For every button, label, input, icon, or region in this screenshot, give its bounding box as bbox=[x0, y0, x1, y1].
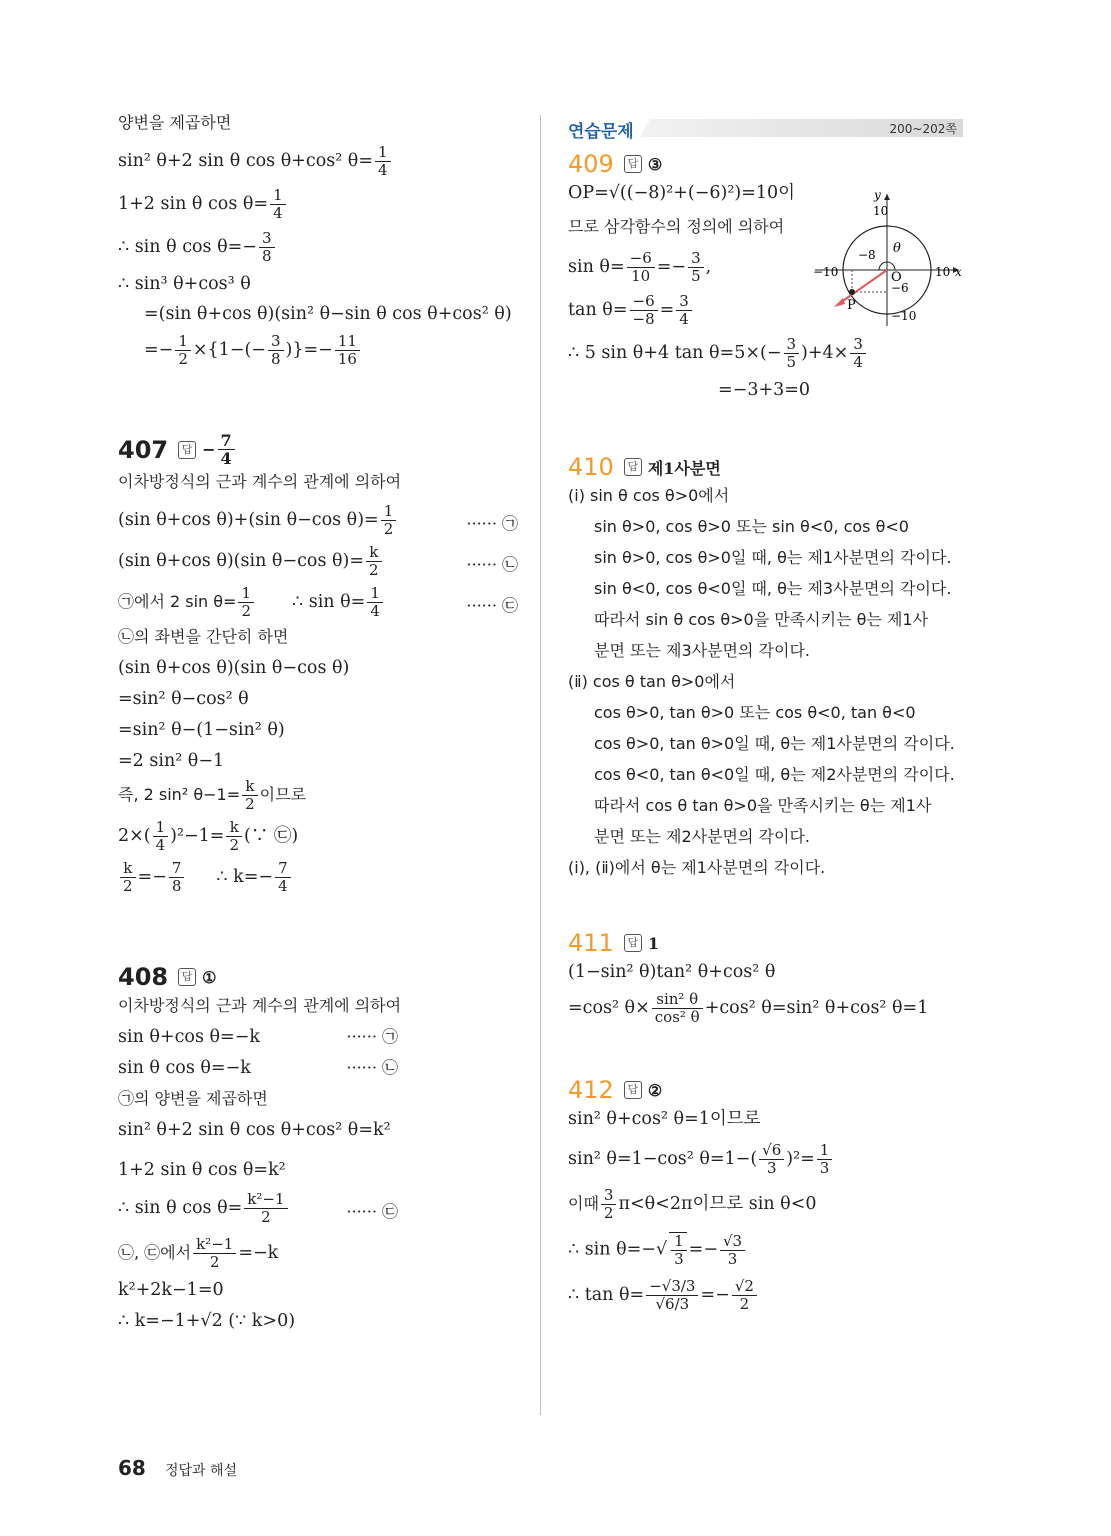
eq-text: ㉠에서 2 sin θ= bbox=[118, 592, 237, 611]
eq-line bbox=[118, 230, 518, 265]
numerator: 1 bbox=[817, 1142, 833, 1160]
page-number: 68 bbox=[118, 1456, 146, 1480]
numerator: −6 bbox=[627, 250, 655, 268]
text-line: sin θ>0, cos θ>0일 때, θ는 제1사분면의 각이다. bbox=[594, 548, 952, 567]
eq-text: (sin θ+cos θ)(sin θ−cos θ)= bbox=[118, 551, 365, 571]
fraction bbox=[270, 187, 286, 222]
fraction bbox=[630, 293, 658, 328]
denominator: 4 bbox=[853, 353, 863, 371]
denominator: 2 bbox=[178, 350, 188, 368]
section-title: 연습문제 bbox=[568, 122, 634, 142]
fraction bbox=[601, 1187, 617, 1222]
answer-label: 답 bbox=[178, 441, 196, 459]
denominator: 2 bbox=[245, 795, 255, 813]
p-label: P bbox=[847, 298, 856, 313]
numerator: 1 bbox=[381, 503, 397, 521]
compound-fraction bbox=[646, 1278, 698, 1313]
numerator: −6 bbox=[630, 293, 658, 311]
intro-text: 양변을 제곱하면 bbox=[118, 113, 232, 132]
numerator: 1 bbox=[270, 187, 286, 205]
answer-value: ② bbox=[647, 1080, 663, 1100]
eq-line: sin² θ+cos² θ=1이므로 bbox=[568, 1109, 761, 1129]
denominator: 2 bbox=[739, 1295, 750, 1313]
y-label: y bbox=[874, 188, 881, 202]
eq-line: (1−sin² θ)tan² θ+cos² θ bbox=[568, 962, 776, 982]
denominator: cos² θ bbox=[654, 1008, 700, 1026]
eq-text: ∴ sin θ= bbox=[292, 592, 366, 612]
answer-label: 답 bbox=[178, 968, 196, 986]
eq-line: =sin² θ−(1−sin² θ) bbox=[118, 720, 285, 740]
problem-number: 408 bbox=[118, 963, 169, 991]
eq-text: (∵ ㉢) bbox=[244, 826, 299, 846]
y-axis-arrow bbox=[884, 194, 890, 200]
denominator: 8 bbox=[270, 350, 281, 368]
numerator: 3 bbox=[784, 336, 800, 354]
numerator: k²−1 bbox=[244, 1191, 287, 1209]
denominator: 2 bbox=[229, 836, 240, 854]
text-line: 따라서 sin θ cos θ>0을 만족시키는 θ는 제1사 bbox=[594, 610, 929, 629]
eq-text: (sin θ+cos θ)+(sin θ−cos θ)= bbox=[118, 510, 379, 530]
fraction bbox=[381, 503, 397, 538]
eq-line: ∴ sin³ θ+cos³ θ bbox=[118, 274, 251, 294]
denominator: 5 bbox=[786, 353, 797, 371]
eq-line bbox=[118, 544, 518, 579]
eq-text: ∴ sin θ cos θ=− bbox=[118, 237, 257, 257]
text-line: cos θ>0, tan θ>0 또는 cos θ<0, tan θ<0 bbox=[594, 703, 916, 722]
eq-tag: ······ ㉢ bbox=[466, 596, 518, 615]
denominator: 4 bbox=[273, 204, 283, 222]
eq-text: =− bbox=[688, 1239, 718, 1260]
numerator: 1 bbox=[375, 144, 391, 162]
fraction bbox=[652, 991, 703, 1026]
answer-label: 답 bbox=[624, 155, 642, 173]
eq-text: ∴ tan θ= bbox=[568, 1285, 645, 1305]
eq-line bbox=[568, 1142, 968, 1177]
text-line: 분면 또는 제2사분면의 각이다. bbox=[594, 827, 810, 846]
numerator: k²−1 bbox=[193, 1236, 236, 1254]
eq-text: = bbox=[659, 300, 675, 320]
problem-number: 407 bbox=[118, 435, 169, 464]
numerator: √2 bbox=[732, 1278, 757, 1296]
denominator: 3 bbox=[766, 1159, 777, 1177]
fraction bbox=[732, 1278, 757, 1313]
eq-text: 2×( bbox=[118, 826, 151, 846]
problem-410-header bbox=[568, 453, 968, 481]
fraction bbox=[627, 250, 655, 285]
fraction bbox=[669, 1232, 687, 1268]
denominator: 3 bbox=[674, 1250, 684, 1268]
fraction bbox=[193, 1236, 236, 1271]
radius-vector bbox=[837, 270, 887, 305]
eq-tag: ······ ㉡ bbox=[346, 1058, 398, 1077]
answer-value: 1 bbox=[647, 933, 659, 953]
fraction bbox=[259, 230, 275, 265]
eq-line bbox=[568, 991, 968, 1026]
fraction bbox=[268, 333, 284, 368]
section-pages: 200~202쪽 bbox=[889, 122, 957, 136]
denominator: 3 bbox=[819, 1159, 830, 1177]
numerator: k bbox=[366, 544, 382, 562]
eq-line: =sin² θ−cos² θ bbox=[118, 689, 249, 709]
footer-label: 정답과 해설 bbox=[165, 1463, 238, 1479]
eq-text: ∴ k=− bbox=[216, 867, 274, 887]
answer-fraction bbox=[218, 432, 235, 467]
fraction bbox=[275, 860, 291, 895]
denominator: 2 bbox=[123, 877, 133, 895]
denominator: 4 bbox=[278, 877, 288, 895]
numerator: 7 bbox=[275, 860, 291, 878]
eq-text: sin θ+cos θ=−k bbox=[118, 1027, 260, 1047]
answer-label: 답 bbox=[624, 934, 642, 952]
eq-line bbox=[118, 1057, 518, 1079]
eq-text: π<θ<2π이므로 sin θ<0 bbox=[618, 1194, 817, 1214]
eq-line bbox=[118, 1026, 518, 1048]
eq-line: k²+2k−1=0 bbox=[118, 1280, 224, 1300]
problem-409-header bbox=[568, 150, 968, 178]
origin-label: O bbox=[891, 270, 902, 285]
numerator: 7 bbox=[218, 432, 235, 450]
eq-text: )²= bbox=[786, 1149, 815, 1169]
fraction bbox=[375, 144, 391, 179]
fraction bbox=[153, 819, 169, 854]
answer-value: ③ bbox=[647, 154, 663, 174]
eq-line bbox=[568, 1187, 968, 1222]
eq-line: OP=√((−8)²+(−6)²)=10이 bbox=[568, 183, 796, 203]
numerator: 3 bbox=[688, 250, 704, 268]
answer-value: ① bbox=[202, 967, 217, 987]
fraction bbox=[226, 819, 242, 854]
numerator: k bbox=[120, 860, 136, 878]
eq-tag: ······ ㉢ bbox=[346, 1202, 398, 1221]
eq-text: ∴ 5 sin θ+4 tan θ=5×(− bbox=[568, 343, 782, 363]
eq-text: ∴ sin θ cos θ= bbox=[118, 1198, 243, 1218]
fraction bbox=[366, 544, 382, 579]
text-line: sin θ>0, cos θ>0 또는 sin θ<0, cos θ<0 bbox=[594, 517, 909, 536]
eq-line bbox=[118, 1236, 518, 1271]
denominator: 2 bbox=[209, 1253, 220, 1271]
theta-label: θ bbox=[893, 241, 901, 256]
neg8-label: −8 bbox=[858, 248, 876, 262]
denominator: 10 bbox=[631, 267, 651, 285]
x-left-label: −10 bbox=[813, 265, 839, 279]
eq-line: (sin θ+cos θ)(sin θ−cos θ) bbox=[118, 658, 350, 678]
eq-text: 이므로 bbox=[259, 785, 307, 804]
fraction bbox=[784, 336, 800, 371]
eq-text: ㉡, ㉢에서 bbox=[118, 1243, 192, 1262]
text-line: (ⅰ) sin θ cos θ>0에서 bbox=[568, 486, 730, 505]
numerator: 1 bbox=[175, 333, 191, 351]
fraction bbox=[169, 860, 185, 895]
fraction bbox=[120, 860, 136, 895]
text-line: ㉠의 양변을 제곱하면 bbox=[118, 1089, 268, 1108]
point-p bbox=[849, 289, 855, 295]
problem-number: 410 bbox=[568, 453, 614, 481]
denominator: 4 bbox=[220, 449, 232, 468]
eq-text: sin θ cos θ=−k bbox=[118, 1058, 251, 1078]
text-line: cos θ<0, tan θ<0일 때, θ는 제2사분면의 각이다. bbox=[594, 765, 955, 784]
denominator: 8 bbox=[261, 247, 272, 265]
denominator: 4 bbox=[378, 161, 388, 179]
denominator: 2 bbox=[603, 1204, 614, 1222]
y-bottom-label: −10 bbox=[891, 309, 917, 323]
text-line: sin θ<0, cos θ<0일 때, θ는 제3사분면의 각이다. bbox=[594, 579, 952, 598]
eq-line: =−3+3=0 bbox=[718, 380, 811, 400]
text-line: 이차방정식의 근과 계수의 관계에 의하여 bbox=[118, 472, 402, 491]
eq-text: sin² θ+2 sin θ cos θ+cos² θ= bbox=[118, 151, 374, 171]
denominator: 2 bbox=[369, 561, 379, 579]
numerator: 1 bbox=[671, 1233, 687, 1251]
eq-text: )²−1= bbox=[170, 826, 225, 846]
eq-line: sin² θ+2 sin θ cos θ+cos² θ=k² bbox=[118, 1120, 391, 1140]
neg6-label: −6 bbox=[891, 281, 909, 295]
eq-line bbox=[118, 860, 518, 895]
eq-text: +cos² θ=sin² θ+cos² θ=1 bbox=[704, 998, 929, 1018]
denominator: 2 bbox=[383, 520, 394, 538]
text-line: (ⅰ), (ⅱ)에서 θ는 제1사분면의 각이다. bbox=[568, 858, 826, 877]
column-divider bbox=[540, 115, 541, 1415]
numerator: −√3/3 bbox=[646, 1278, 698, 1296]
denominator: 16 bbox=[337, 350, 357, 368]
numerator: 7 bbox=[169, 860, 185, 878]
text-line: ㉡의 좌변을 간단히 하면 bbox=[118, 627, 289, 646]
eq-text: =cos² θ× bbox=[568, 998, 650, 1018]
problem-number: 409 bbox=[568, 150, 614, 178]
eq-text: sin² θ=1−cos² θ=1−( bbox=[568, 1149, 758, 1169]
fraction bbox=[238, 585, 254, 620]
problem-411-header bbox=[568, 929, 968, 957]
answer-label: 답 bbox=[624, 1081, 642, 1099]
denominator: 5 bbox=[691, 267, 701, 285]
fraction bbox=[676, 293, 692, 328]
denominator: √6/3 bbox=[655, 1295, 690, 1313]
denominator: 4 bbox=[679, 310, 689, 328]
eq-line bbox=[118, 187, 518, 222]
problem-408-header bbox=[118, 963, 518, 991]
vector-arrow bbox=[834, 298, 845, 307]
eq-line: 1+2 sin θ cos θ=k² bbox=[118, 1160, 286, 1180]
fraction bbox=[175, 333, 191, 368]
y-top-label: 10 bbox=[873, 204, 889, 218]
numerator: 3 bbox=[601, 1187, 617, 1205]
text-line: 따라서 cos θ tan θ>0을 만족시키는 θ는 제1사 bbox=[594, 796, 932, 815]
eq-text: =− bbox=[700, 1285, 730, 1305]
eq-line bbox=[568, 1232, 968, 1268]
answer-label: 답 bbox=[624, 458, 642, 476]
problem-407-header bbox=[118, 432, 518, 467]
fraction bbox=[242, 778, 258, 813]
numerator: √6 bbox=[759, 1142, 784, 1160]
fraction bbox=[720, 1233, 745, 1268]
numerator: k bbox=[226, 819, 242, 837]
numerator: k bbox=[242, 778, 258, 796]
eq-line bbox=[118, 778, 518, 813]
denominator: 4 bbox=[370, 602, 380, 620]
denominator: 8 bbox=[171, 877, 182, 895]
text-line: (ⅱ) cos θ tan θ>0에서 bbox=[568, 672, 736, 691]
eq-text: 1+2 sin θ cos θ= bbox=[118, 194, 269, 214]
numerator: 1 bbox=[367, 585, 383, 603]
fraction bbox=[850, 336, 866, 371]
eq-line bbox=[568, 336, 968, 371]
problem-412-header bbox=[568, 1076, 968, 1104]
eq-tag: ······ ㉡ bbox=[466, 555, 518, 574]
answer-prefix: − bbox=[202, 440, 216, 459]
eq-text: , bbox=[705, 257, 712, 277]
unit-circle-diagram bbox=[807, 188, 967, 328]
problem-number: 412 bbox=[568, 1076, 614, 1104]
eq-text: =− bbox=[656, 257, 687, 277]
denominator: 4 bbox=[155, 836, 166, 854]
numerator: 3 bbox=[850, 336, 866, 354]
numerator: 3 bbox=[259, 230, 275, 248]
text-line: 므로 삼각함수의 정의에 의하여 bbox=[568, 217, 785, 236]
numerator: 1 bbox=[238, 585, 254, 603]
text-line: cos θ>0, tan θ>0일 때, θ는 제1사분면의 각이다. bbox=[594, 734, 955, 753]
denominator: 2 bbox=[241, 602, 252, 620]
left-column bbox=[118, 112, 518, 1332]
eq-line bbox=[118, 819, 518, 854]
eq-tag: ······ ㉠ bbox=[346, 1027, 398, 1046]
eq-text: =−k bbox=[238, 1243, 279, 1263]
eq-tag: ······ ㉠ bbox=[466, 514, 518, 533]
eq-text: =− bbox=[144, 340, 174, 360]
text-line: 분면 또는 제3사분면의 각이다. bbox=[594, 641, 810, 660]
eq-line bbox=[118, 503, 518, 538]
eq-text: ×{1−(− bbox=[192, 340, 266, 360]
eq-line: =(sin θ+cos θ)(sin² θ−sin θ cos θ+cos² θ) bbox=[144, 304, 512, 324]
fraction bbox=[335, 333, 360, 368]
eq-text: sin θ= bbox=[568, 257, 625, 277]
eq-text: 즉, 2 sin² θ−1= bbox=[118, 785, 241, 804]
denominator: 3 bbox=[727, 1249, 738, 1268]
eq-line bbox=[118, 585, 518, 620]
eq-text: =− bbox=[137, 867, 167, 887]
eq-line bbox=[118, 1191, 518, 1226]
fraction bbox=[688, 250, 704, 285]
numerator: 11 bbox=[335, 333, 360, 351]
eq-line bbox=[568, 1278, 968, 1313]
fraction bbox=[244, 1191, 287, 1226]
eq-text: )+4× bbox=[801, 343, 849, 363]
eq-text: 이때 bbox=[568, 1194, 599, 1213]
eq-line bbox=[118, 144, 518, 179]
denominator: 2 bbox=[261, 1208, 271, 1226]
section-header bbox=[568, 117, 963, 142]
x-label: x bbox=[955, 265, 962, 279]
eq-text: tan θ= bbox=[568, 300, 628, 320]
eq-line bbox=[118, 333, 518, 368]
numerator: 3 bbox=[676, 293, 692, 311]
numerator: √3 bbox=[720, 1233, 745, 1251]
numerator: 1 bbox=[153, 819, 169, 837]
eq-text: )}=− bbox=[285, 340, 333, 360]
fraction bbox=[367, 585, 383, 620]
answer-value: 제1사분면 bbox=[647, 458, 721, 478]
denominator: −8 bbox=[632, 310, 655, 328]
fraction bbox=[759, 1142, 784, 1177]
numerator: sin² θ bbox=[652, 991, 703, 1009]
x-right-label: 10 bbox=[935, 265, 951, 279]
numerator: 3 bbox=[268, 333, 284, 351]
eq-line: =2 sin² θ−1 bbox=[118, 751, 225, 771]
text-line: 이차방정식의 근과 계수의 관계에 의하여 bbox=[118, 996, 402, 1015]
fraction bbox=[817, 1142, 833, 1177]
problem-number: 411 bbox=[568, 929, 614, 957]
eq-line: ∴ k=−1+√2 (∵ k>0) bbox=[118, 1311, 296, 1331]
eq-text: ∴ sin θ=−√ bbox=[568, 1239, 668, 1260]
